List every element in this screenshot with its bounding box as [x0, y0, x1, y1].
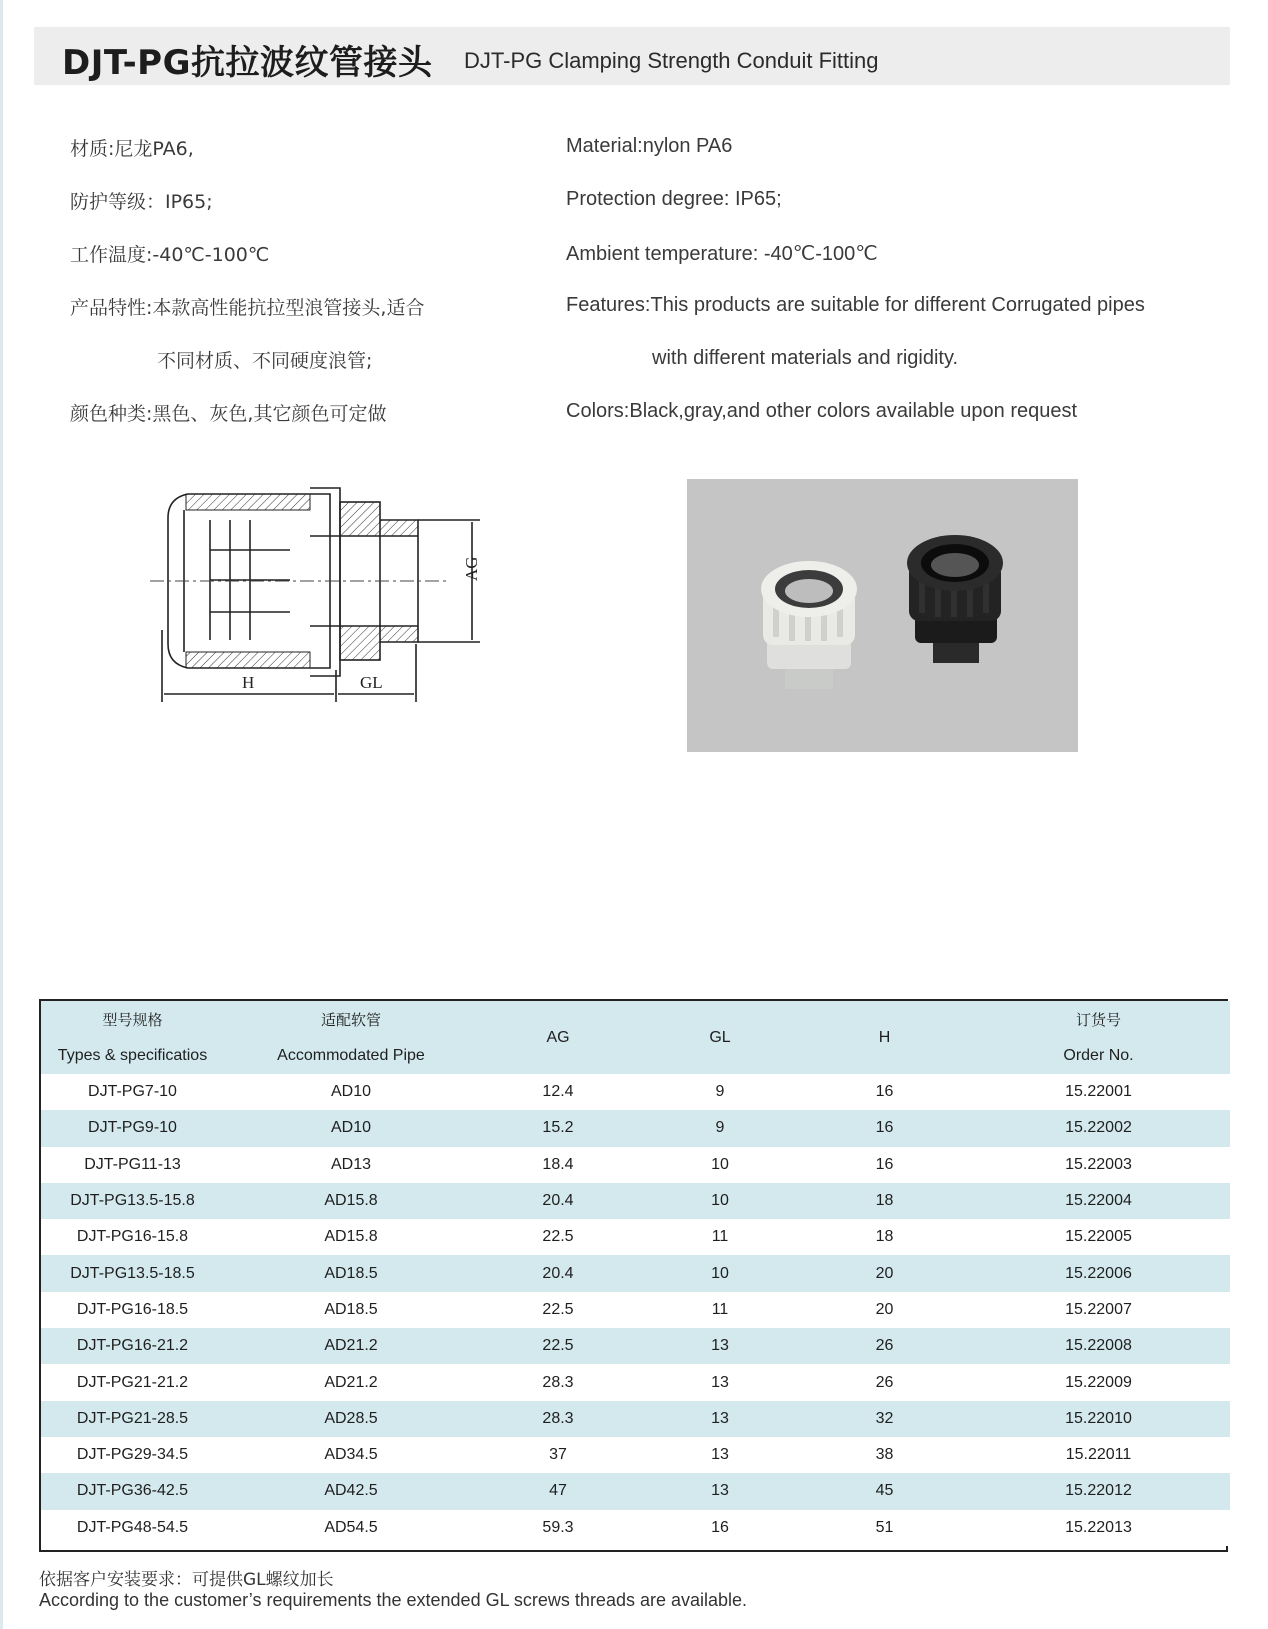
cell-gl: 16 — [638, 1510, 802, 1546]
label-gl: GL — [360, 673, 383, 692]
cell-ag: 28.3 — [478, 1364, 638, 1400]
cell-order: 15.22003 — [967, 1147, 1230, 1183]
cell-order: 15.22010 — [967, 1401, 1230, 1437]
page-title-cn: DJT-PG抗拉波纹管接头 — [62, 43, 433, 83]
cell-gl: 9 — [638, 1074, 802, 1110]
cell-gl: 13 — [638, 1328, 802, 1364]
table-row — [41, 1401, 1230, 1437]
cell-type: DJT-PG11-13 — [41, 1147, 224, 1183]
cell-h: 51 — [802, 1510, 967, 1546]
cell-type: DJT-PG9-10 — [41, 1110, 224, 1146]
label-h: H — [242, 673, 255, 692]
cell-type: DJT-PG13.5-18.5 — [41, 1255, 224, 1291]
cell-ag: 22.5 — [478, 1219, 638, 1255]
cell-gl: 10 — [638, 1255, 802, 1291]
cell-type: DJT-PG7-10 — [41, 1074, 224, 1110]
cell-h: 18 — [802, 1219, 967, 1255]
spec-temperature-cn: 工作温度:-40℃-100℃ — [70, 244, 270, 266]
table-row — [41, 1473, 1230, 1509]
spec-colors-cn: 颜色种类:黑色、灰色,其它颜色可定做 — [70, 403, 387, 425]
cell-order: 15.22002 — [967, 1110, 1230, 1146]
header-pipe: 适配软管 Accommodated Pipe — [224, 1001, 478, 1074]
cell-ag: 20.4 — [478, 1255, 638, 1291]
spec-features-cn: 产品特性:本款高性能抗拉型浪管接头,适合 — [70, 297, 425, 319]
cell-ag: 12.4 — [478, 1074, 638, 1110]
cell-pipe: AD34.5 — [224, 1437, 478, 1473]
header-h: H — [802, 1001, 967, 1074]
cell-order: 15.22007 — [967, 1292, 1230, 1328]
cell-gl: 11 — [638, 1219, 802, 1255]
cell-ag: 18.4 — [478, 1147, 638, 1183]
cell-type: DJT-PG21-28.5 — [41, 1401, 224, 1437]
spec-material-en: Material:nylon PA6 — [566, 135, 733, 157]
spec-protection-en: Protection degree: IP65; — [566, 188, 782, 210]
cell-type: DJT-PG16-15.8 — [41, 1219, 224, 1255]
cell-gl: 13 — [638, 1364, 802, 1400]
cell-h: 16 — [802, 1074, 967, 1110]
table-row — [41, 1510, 1230, 1546]
cell-h: 45 — [802, 1473, 967, 1509]
cell-h: 26 — [802, 1364, 967, 1400]
cell-order: 15.22013 — [967, 1510, 1230, 1546]
cell-order: 15.22006 — [967, 1255, 1230, 1291]
table-row — [41, 1328, 1230, 1364]
note-cn: 依据客户安装要求：可提供GL螺纹加长 — [39, 1570, 334, 1590]
table-row — [41, 1364, 1230, 1400]
cell-order: 15.22004 — [967, 1183, 1230, 1219]
cell-pipe: AD21.2 — [224, 1364, 478, 1400]
gray-fitting-image — [761, 561, 857, 689]
cell-h: 18 — [802, 1183, 967, 1219]
table-row — [41, 1292, 1230, 1328]
cell-gl: 13 — [638, 1473, 802, 1509]
table-row — [41, 1147, 1230, 1183]
spec-features-cn-cont: 不同材质、不同硬度浪管; — [157, 350, 373, 372]
cell-h: 38 — [802, 1437, 967, 1473]
cell-gl: 9 — [638, 1110, 802, 1146]
cell-order: 15.22009 — [967, 1364, 1230, 1400]
black-fitting-image — [907, 535, 1003, 663]
spec-material-cn: 材质:尼龙PA6, — [70, 138, 194, 160]
cell-order: 15.22008 — [967, 1328, 1230, 1364]
cell-h: 32 — [802, 1401, 967, 1437]
cell-ag: 28.3 — [478, 1401, 638, 1437]
spec-colors-en: Colors:Black,gray,and other colors available upon request — [566, 400, 1078, 422]
cell-h: 26 — [802, 1328, 967, 1364]
left-margin-rule — [0, 0, 3, 1629]
cell-pipe: AD10 — [224, 1110, 478, 1146]
cell-type: DJT-PG29-34.5 — [41, 1437, 224, 1473]
cell-ag: 47 — [478, 1473, 638, 1509]
table-row — [41, 1437, 1230, 1473]
spec-temperature-en: Ambient temperature: -40℃-100℃ — [566, 243, 878, 265]
cell-h: 20 — [802, 1292, 967, 1328]
cell-ag: 37 — [478, 1437, 638, 1473]
cell-gl: 10 — [638, 1147, 802, 1183]
table-row — [41, 1255, 1230, 1291]
table-row — [41, 1074, 1230, 1110]
cell-gl: 13 — [638, 1437, 802, 1473]
table-row — [41, 1183, 1230, 1219]
cell-order: 15.22011 — [967, 1437, 1230, 1473]
product-photo — [687, 479, 1078, 752]
spec-features-en: Features:This products are suitable for different Corrugated pipes — [566, 294, 1145, 316]
cell-type: DJT-PG36-42.5 — [41, 1473, 224, 1509]
cell-pipe: AD10 — [224, 1074, 478, 1110]
cell-pipe: AD28.5 — [224, 1401, 478, 1437]
header-order: 订货号 Order No. — [967, 1001, 1230, 1074]
cell-ag: 22.5 — [478, 1328, 638, 1364]
cell-gl: 10 — [638, 1183, 802, 1219]
table-row — [41, 1110, 1230, 1146]
cell-type: DJT-PG16-18.5 — [41, 1292, 224, 1328]
header-type: 型号规格 Types & specificatios — [41, 1001, 224, 1074]
cell-order: 15.22012 — [967, 1473, 1230, 1509]
cell-type: DJT-PG21-21.2 — [41, 1364, 224, 1400]
cell-pipe: AD15.8 — [224, 1219, 478, 1255]
cell-order: 15.22001 — [967, 1074, 1230, 1110]
cell-ag: 20.4 — [478, 1183, 638, 1219]
cell-pipe: AD15.8 — [224, 1183, 478, 1219]
cell-pipe: AD18.5 — [224, 1255, 478, 1291]
spec-protection-cn: 防护等级：IP65; — [70, 191, 213, 213]
spec-table — [39, 999, 1228, 1552]
spec-features-en-cont: with different materials and rigidity. — [652, 347, 959, 369]
fitting-cross-section-drawing — [150, 480, 510, 740]
cell-ag: 59.3 — [478, 1510, 638, 1546]
header-ag: AG — [478, 1001, 638, 1074]
cell-ag: 15.2 — [478, 1110, 638, 1146]
cell-gl: 13 — [638, 1401, 802, 1437]
cell-h: 16 — [802, 1110, 967, 1146]
cell-h: 16 — [802, 1147, 967, 1183]
page-title-en: DJT-PG Clamping Strength Conduit Fitting — [464, 48, 879, 73]
label-ag: AG — [462, 556, 481, 581]
cell-type: DJT-PG13.5-15.8 — [41, 1183, 224, 1219]
cell-type: DJT-PG48-54.5 — [41, 1510, 224, 1546]
cell-pipe: AD42.5 — [224, 1473, 478, 1509]
note-en: According to the customer’s requirements the extended GL screws threads are available. — [39, 1590, 748, 1610]
cell-type: DJT-PG16-21.2 — [41, 1328, 224, 1364]
table-header-row — [41, 1001, 1230, 1074]
cell-ag: 22.5 — [478, 1292, 638, 1328]
title-bar — [34, 27, 1230, 85]
cell-h: 20 — [802, 1255, 967, 1291]
cell-pipe: AD13 — [224, 1147, 478, 1183]
cell-pipe: AD21.2 — [224, 1328, 478, 1364]
header-gl: GL — [638, 1001, 802, 1074]
cell-order: 15.22005 — [967, 1219, 1230, 1255]
table-row — [41, 1219, 1230, 1255]
cell-pipe: AD54.5 — [224, 1510, 478, 1546]
cell-gl: 11 — [638, 1292, 802, 1328]
cell-pipe: AD18.5 — [224, 1292, 478, 1328]
